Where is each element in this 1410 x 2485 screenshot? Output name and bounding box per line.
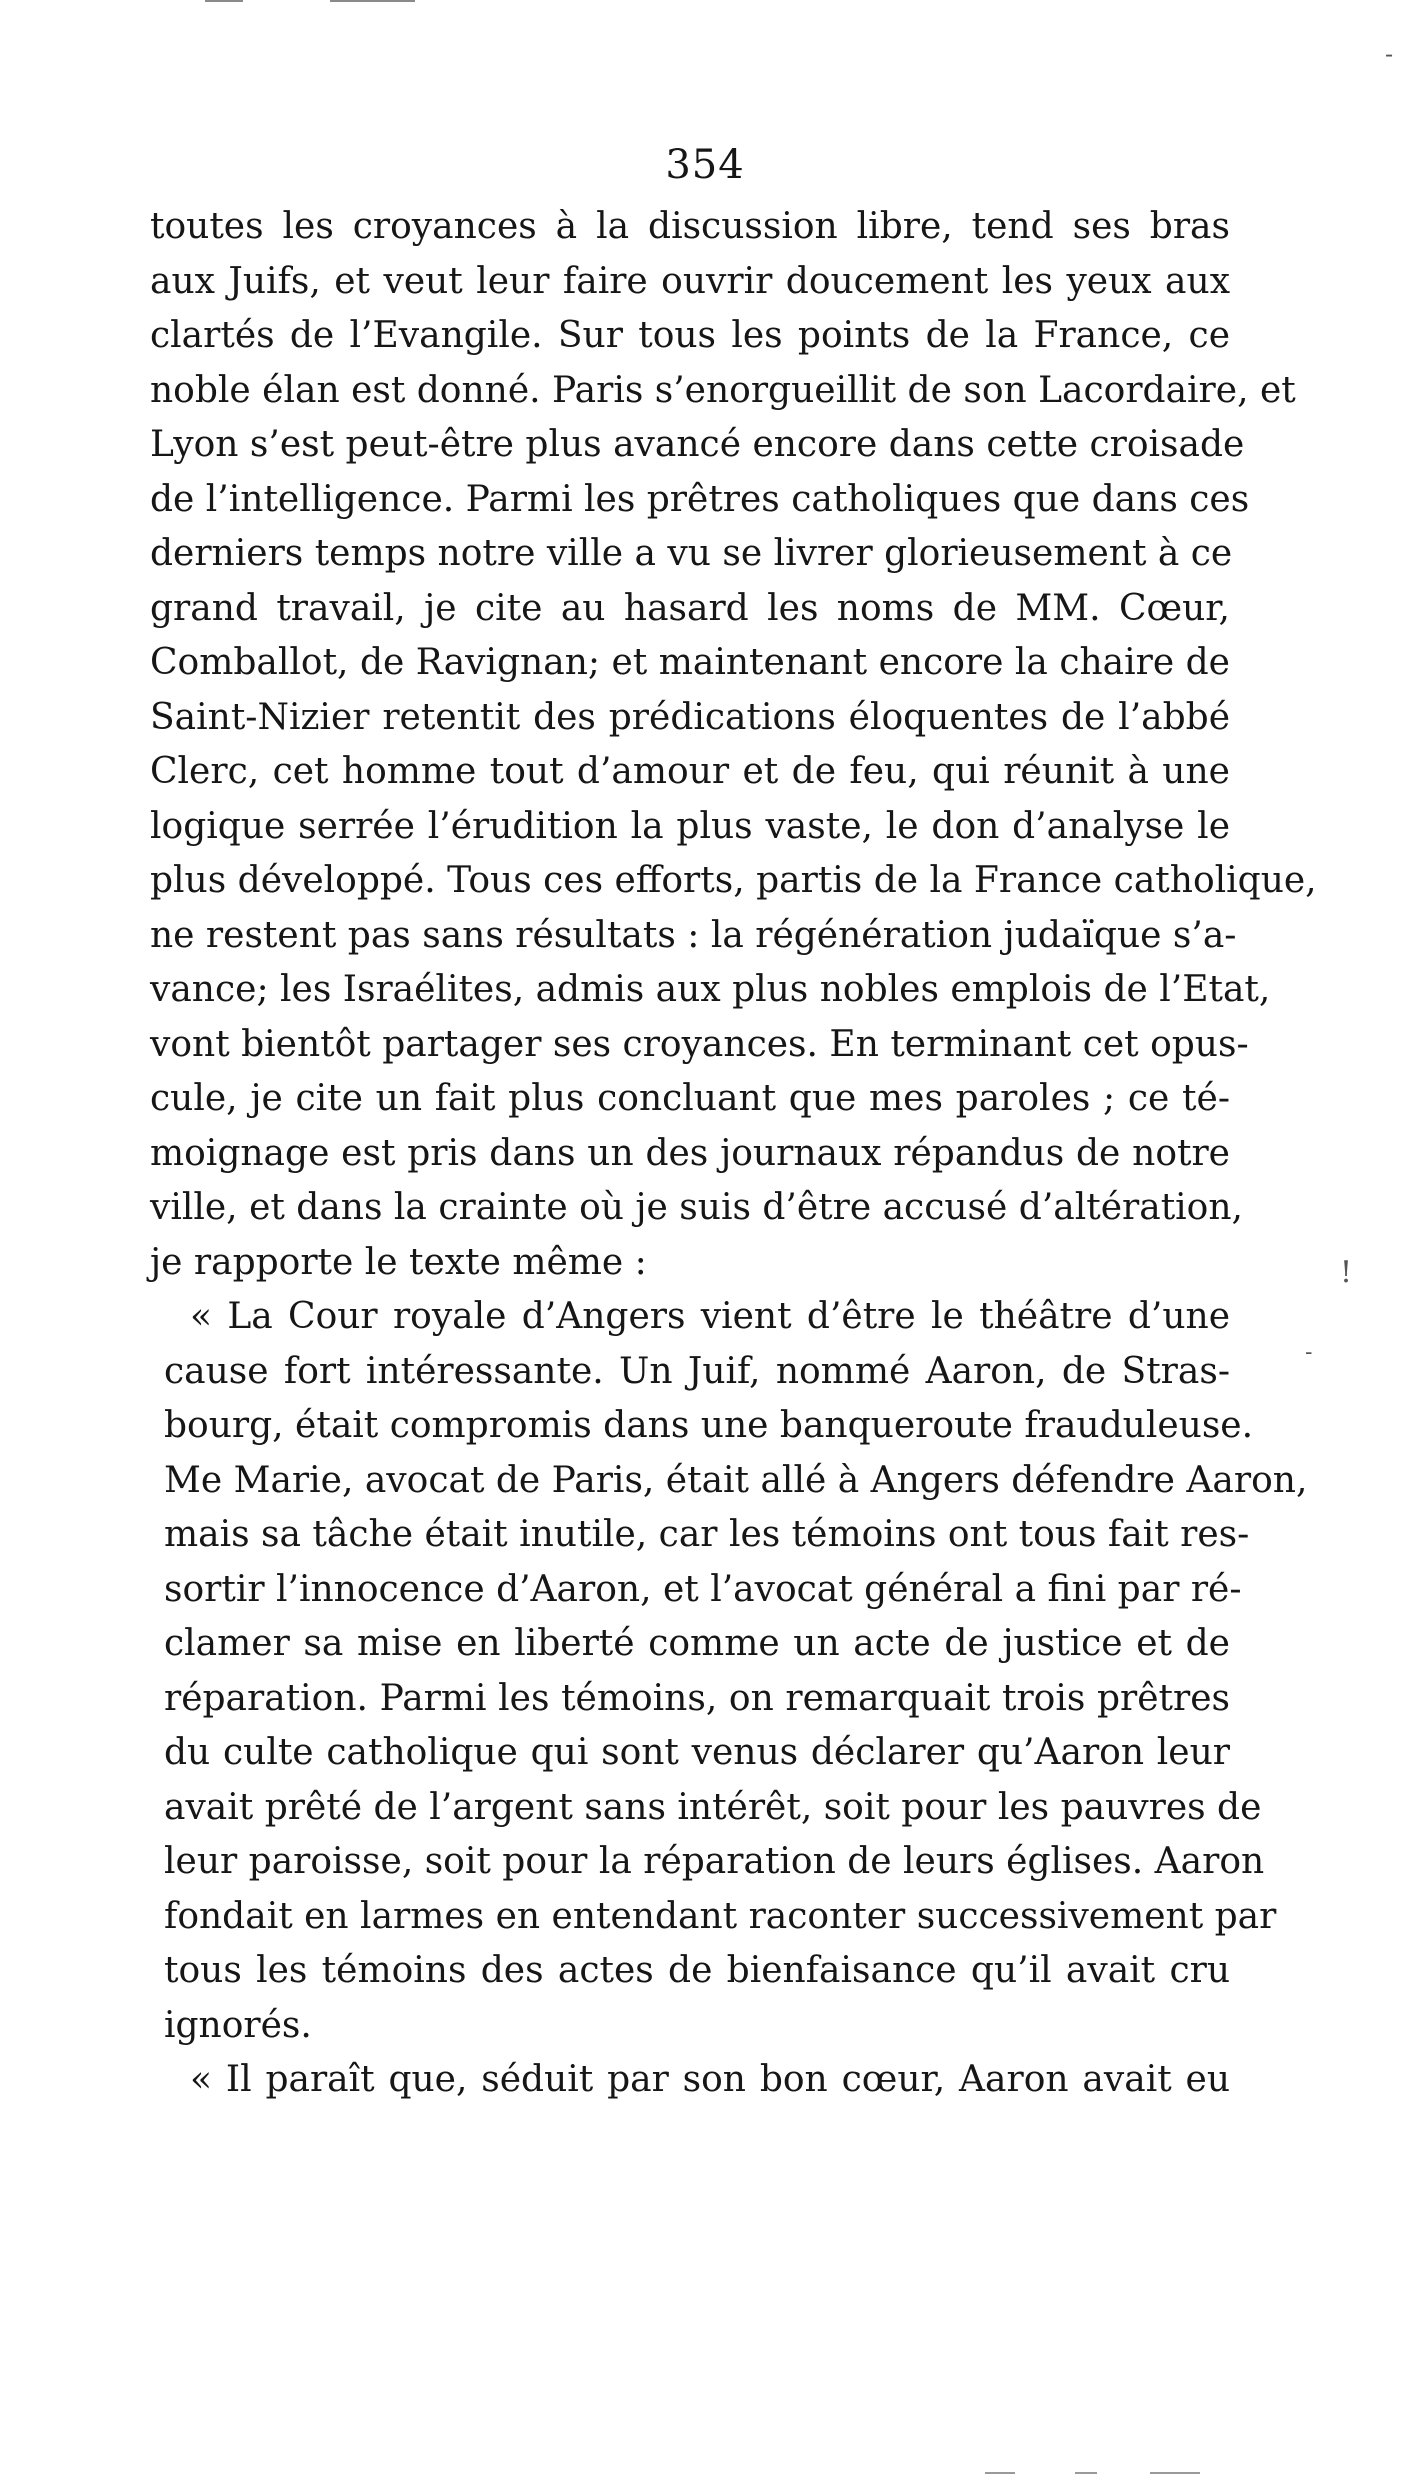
text-line: clartés de l’Evangile. Sur tous les points de la France, ce [150,315,1230,356]
text-line: tous les témoins des actes de bienfaisance qu’il avait cru [164,1950,1230,1991]
margin-speck-top-right: - [1385,40,1394,68]
text-line: je rapporte le texte même : [150,1241,647,1283]
text-line: vance; les Israélites, admis aux plus nobles emplois de l’Etat, [150,969,1271,1010]
text-line: aux Juifs, et veut leur faire ouvrir doucement les yeux aux [150,260,1230,302]
text-line: de l’intelligence. Parmi les prêtres catholiques que dans ces [150,478,1250,520]
margin-speck-right-2: - [1305,1340,1313,1365]
bottom-rule-1 [985,2472,1015,2474]
text-line: « Il paraît que, séduit par son bon cœur, Aaron avait eu [190,2059,1230,2100]
text-line: cule, je cite un fait plus concluant que mes paroles ; ce té- [150,1078,1230,1119]
text-line: ville, et dans la crainte où je suis d’être accusé d’altération, [150,1187,1243,1228]
text-line: Comballot, de Ravignan; et maintenant encore la chaire de [150,642,1230,683]
text-body [150,200,1317,2108]
text-line: Saint-Nizier retentit des prédications éloquentes de l’abbé [150,696,1230,738]
paragraph-1 [150,200,1317,1290]
text-line: vont bientôt partager ses croyances. En terminant cet opus- [150,1023,1249,1065]
text-line: avait prêté de l’argent sans intérêt, soit pour les pauvres de [164,1786,1262,1828]
text-line: toutes les croyances à la discussion libre, tend ses bras [150,206,1230,247]
text-line: Me Marie, avocat de Paris, était allé à Angers défendre Aaron, [164,1459,1308,1501]
paragraph-2-quotation [150,1290,1308,2053]
text-line: leur paroisse, soit pour la réparation de leurs églises. Aaron [164,1841,1265,1882]
text-line: ignorés. [164,2004,312,2046]
text-line: « La Cour royale d’Angers vient d’être le théâtre d’une [190,1296,1230,1337]
text-line: sortir l’innocence d’Aaron, et l’avocat général a fini par ré- [164,1568,1242,1610]
text-line: cause fort intéressante. Un Juif, nommé Aaron, de Stras- [164,1350,1230,1392]
text-line: bourg, était compromis dans une banqueroute frauduleuse. [164,1405,1254,1446]
bottom-rule-2 [1075,2472,1097,2474]
text-line: du culte catholique qui sont venus déclarer qu’Aaron leur [164,1732,1230,1773]
text-line: Lyon s’est peut-être plus avancé encore dans cette croisade [150,424,1245,465]
text-line: fondait en larmes en entendant raconter successivement par [164,1895,1277,1937]
text-line: plus développé. Tous ces efforts, partis de la France catholique, [150,860,1317,901]
margin-speck-right-1: ! [1340,1255,1353,1290]
page-number: 354 [665,142,745,188]
text-line: derniers temps notre ville a vu se livrer glorieusement à ce [150,533,1233,574]
paragraph-3-quotation [150,2053,1230,2108]
text-line: mais sa tâche était inutile, car les témoins ont tous fait res- [164,1514,1250,1555]
text-line: ne restent pas sans résultats : la régénération judaïque s’a- [150,914,1237,956]
text-line: grand travail, je cite au hasard les noms de MM. Cœur, [150,587,1230,629]
text-line: logique serrée l’érudition la plus vaste, le don d’analyse le [150,805,1230,847]
top-rule-right [330,0,415,2]
top-rule-left [205,0,243,2]
text-line: moignage est pris dans un des journaux répandus de notre [150,1132,1230,1174]
text-line: noble élan est donné. Paris s’enorgueillit de son Lacordaire, et [150,369,1296,411]
text-line: Clerc, cet homme tout d’amour et de feu, qui réunit à une [150,751,1230,792]
bottom-rule-3 [1150,2472,1200,2474]
text-line: réparation. Parmi les témoins, on remarquait trois prêtres [164,1677,1230,1719]
text-line: clamer sa mise en liberté comme un acte de justice et de [164,1623,1230,1664]
